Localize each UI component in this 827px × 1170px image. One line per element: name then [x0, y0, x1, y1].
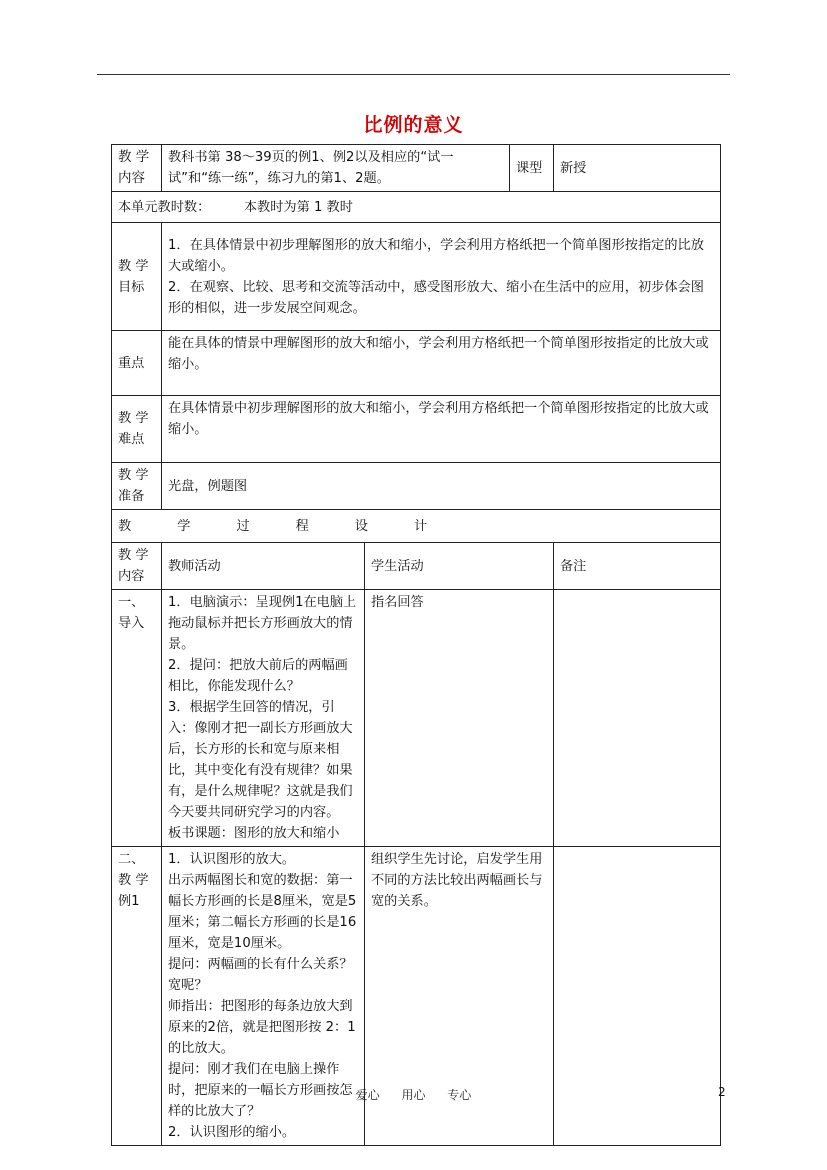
lesson-type-label: 课型 [510, 145, 554, 192]
student-activity: 组织学生先讨论，启发学生用不同的方法比较出两幅画长与宽的关系。 [365, 847, 554, 1146]
note-cell [554, 590, 721, 847]
table-row [112, 590, 721, 847]
design-char: 教 [118, 518, 132, 534]
process-header-student: 学生活动 [365, 543, 554, 590]
goal-label: 教 学 目标 [112, 223, 162, 331]
difficulty-text: 在具体情景中初步理解图形的放大和缩小，学会利用方格纸把一个简单图形按指定的比放大或缩小。 [162, 396, 721, 463]
process-header-stage: 教 学 内容 [112, 543, 162, 590]
teacher-activity: 1．认识图形的放大。 出示两幅图长和宽的数据：第一幅长方形画的长是8厘米，宽是5厘米；第二幅长方形画的长是16厘米，宽是10厘米。 提问：两幅画的长有什么关系？宽呢？ 师指出：把图形的每条边放大到原来的2倍，就是把图形按 2：1 的比放大。 提问：刚才我们在电脑上操作时，把原来的一幅长方形画按怎样的比放大了？ 2．认识图形的缩小。 [162, 847, 365, 1146]
lesson-type-value: 新授 [554, 145, 721, 192]
process-header-note: 备注 [554, 543, 721, 590]
prep-label: 教 学 准备 [112, 463, 162, 510]
student-activity: 指名回答 [365, 590, 554, 847]
goal-text: 1．在具体情景中初步理解图形的放大和缩小，学会利用方格纸把一个简单图形按指定的比放大或缩小。 2．在观察、比较、思考和交流等活动中，感受图形放大、缩小在生活中的应用，初步体会图形的相似，进一步发展空间观念。 [162, 223, 721, 331]
content-text: 教科书第 38～39页的例1、例2以及相应的“试一试”和“练一练”，练习九的第1、2题。 [162, 145, 510, 192]
prep-text: 光盘，例题图 [162, 463, 721, 510]
key-label: 重点 [112, 331, 162, 396]
lesson-plan-table [111, 144, 721, 1146]
stage-cell: 二、 教 学 例1 [112, 847, 162, 1146]
stage-cell: 一、 导入 [112, 590, 162, 847]
design-char: 学 [177, 518, 191, 534]
footer-text: 爱心 用心 专心 [355, 1088, 472, 1102]
page-title: 比例的意义 [363, 114, 464, 136]
hours-row: 本单元教时数： 本教时为第 1 教时 [112, 192, 721, 223]
header-rule [97, 74, 730, 75]
content-label: 教 学 内容 [112, 145, 162, 192]
design-heading [112, 510, 721, 543]
page-number: 2 [718, 1085, 726, 1099]
difficulty-label: 教 学 难点 [112, 396, 162, 463]
design-char: 过 [236, 518, 250, 534]
design-char: 设 [354, 518, 368, 534]
design-char: 计 [413, 518, 428, 534]
teacher-activity: 1．电脑演示：呈现例1在电脑上拖动鼠标并把长方形画放大的情景。 2．提问：把放大前后的两幅画相比，你能发现什么？ 3．根据学生回答的情况，引入：像刚才把一副长方形画放大后，长方形的长和宽与原来相比，其中变化有没有规律？如果有，是什么规律呢？这就是我们今天要共同研究学习的内容。 板书课题：图形的放大和缩小 [162, 590, 365, 847]
key-text: 能在具体的情景中理解图形的放大和缩小，学会利用方格纸把一个简单图形按指定的比放大或缩小。 [162, 331, 721, 396]
design-char: 程 [295, 518, 309, 534]
process-header-teacher: 教师活动 [162, 543, 365, 590]
